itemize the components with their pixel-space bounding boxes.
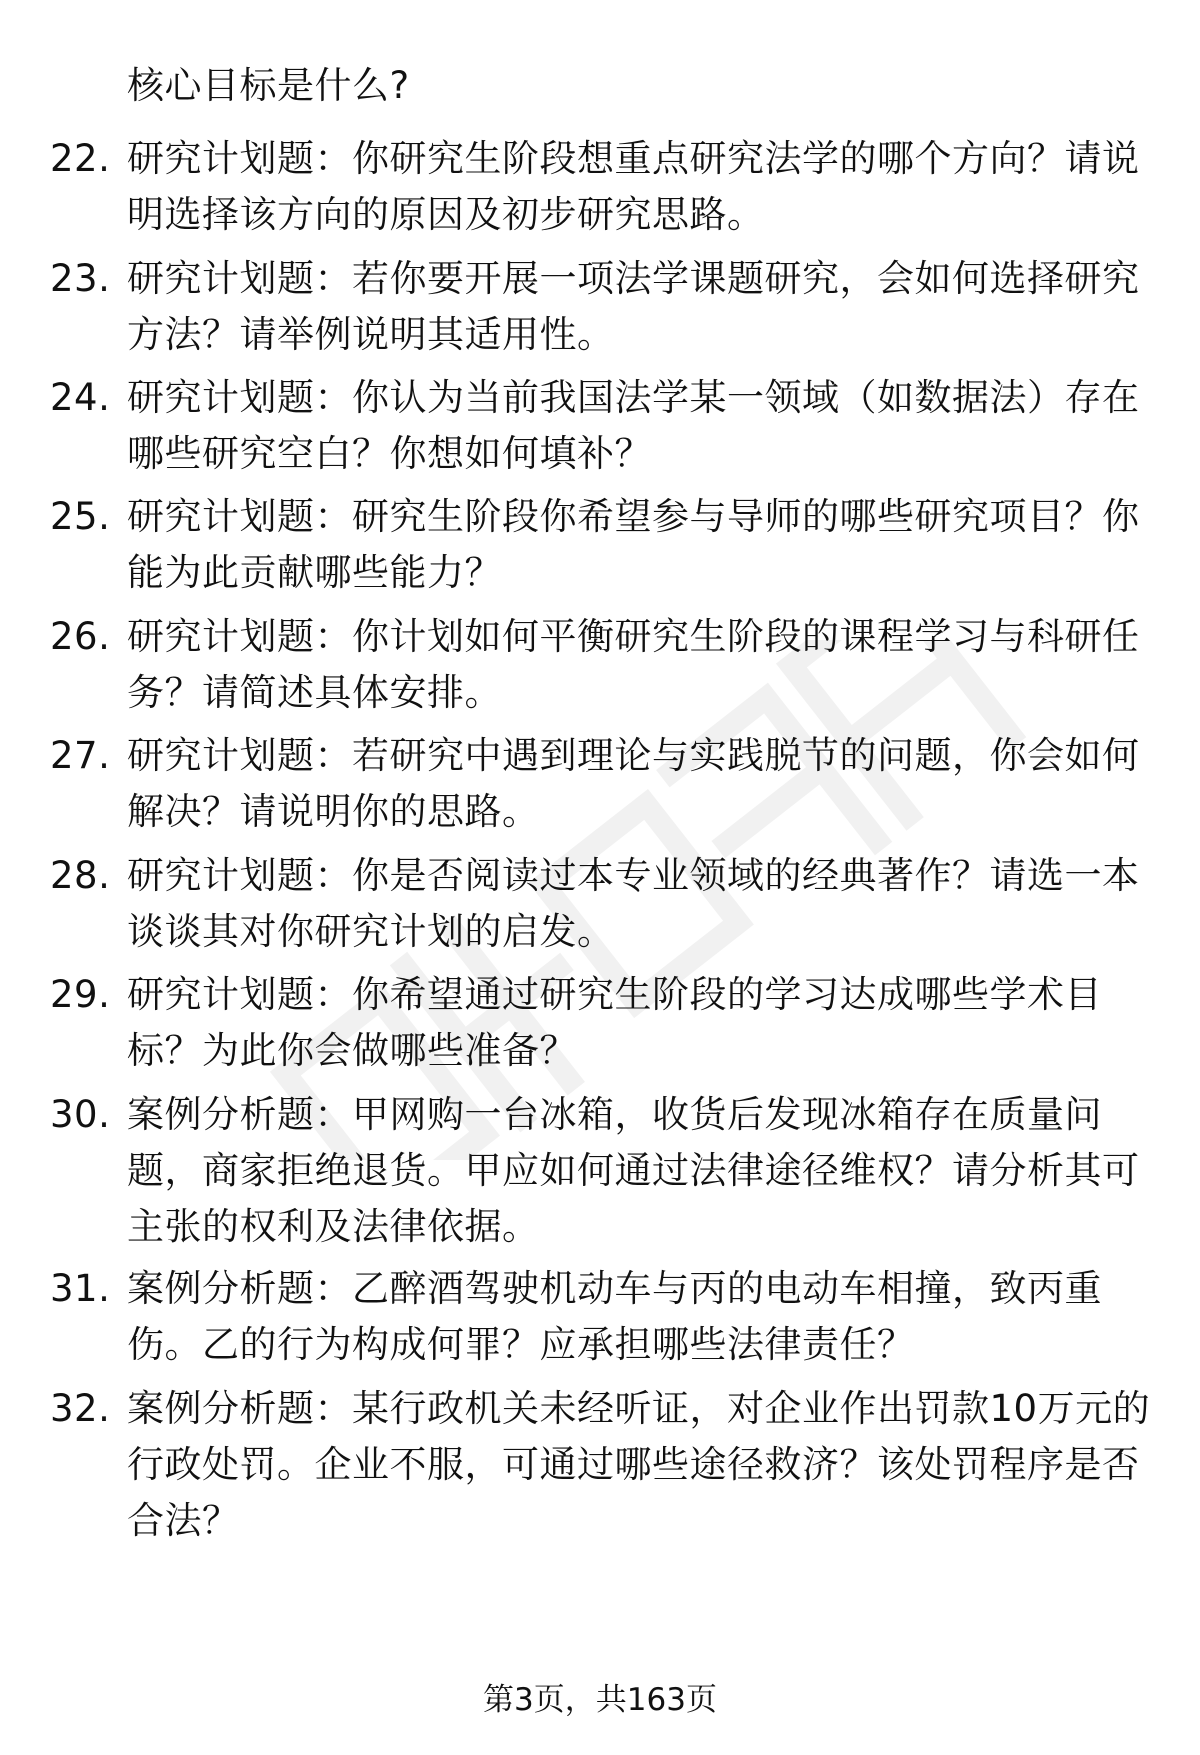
- question-item: [50, 1261, 1160, 1373]
- question-item: [50, 1087, 1160, 1255]
- question-text: 案例分析题：乙醉酒驾驶机动车与丙的电动车相撞，致丙重伤。乙的行为构成何罪？应承担哪些法律责任？: [127, 1267, 1102, 1366]
- question-number: 29.: [50, 973, 111, 1016]
- continuation-text: 核心目标是什么?: [127, 64, 410, 107]
- question-number: 30.: [50, 1093, 111, 1136]
- question-text: 案例分析题：某行政机关未经听证，对企业作出罚款10万元的行政处罚。企业不服，可通过哪些途径救济？该处罚程序是否合法？: [127, 1387, 1151, 1542]
- question-item: [50, 1381, 1160, 1549]
- question-number: 28.: [50, 854, 111, 897]
- question-text: 研究计划题：你认为当前我国法学某一领域（如数据法）存在哪些研究空白？你想如何填补？: [127, 376, 1140, 475]
- question-text: 研究计划题：你研究生阶段想重点研究法学的哪个方向？请说明选择该方向的原因及初步研究思路。: [127, 137, 1140, 236]
- question-text: 案例分析题：甲网购一台冰箱，收货后发现冰箱存在质量问题，商家拒绝退货。甲应如何通过法律途径维权？请分析其可主张的权利及法律依据。: [127, 1093, 1140, 1248]
- question-item: [50, 489, 1160, 601]
- question-number: 24.: [50, 376, 111, 419]
- question-text: 研究计划题：你希望通过研究生阶段的学习达成哪些学术目标？为此你会做哪些准备？: [127, 973, 1102, 1072]
- question-text: 研究计划题：你计划如何平衡研究生阶段的课程学习与科研任务？请简述具体安排。: [127, 615, 1140, 714]
- question-item: [50, 131, 1160, 243]
- question-item: [50, 728, 1160, 840]
- question-number: 25.: [50, 495, 111, 538]
- question-item: [50, 251, 1160, 363]
- question-number: 27.: [50, 734, 111, 777]
- question-number: 32.: [50, 1387, 111, 1430]
- question-item: [50, 967, 1160, 1079]
- question-text: 研究计划题：你是否阅读过本专业领域的经典著作？请选一本谈谈其对你研究计划的启发。: [127, 854, 1140, 953]
- question-number: 26.: [50, 615, 111, 658]
- question-text: 研究计划题：若你要开展一项法学课题研究，会如何选择研究方法？请举例说明其适用性。: [127, 257, 1140, 356]
- question-number: 23.: [50, 257, 111, 300]
- question-item: [50, 370, 1160, 482]
- question-number: 31.: [50, 1267, 111, 1310]
- question-text: 研究计划题：若研究中遇到理论与实践脱节的问题，你会如何解决？请说明你的思路。: [127, 734, 1140, 833]
- question-item: [50, 848, 1160, 960]
- question-number: 22.: [50, 137, 111, 180]
- page-footer: 第3页，共163页: [483, 1682, 717, 1718]
- question-text: 研究计划题：研究生阶段你希望参与导师的哪些研究项目？你能为此贡献哪些能力？: [127, 495, 1140, 594]
- question-item: [50, 609, 1160, 721]
